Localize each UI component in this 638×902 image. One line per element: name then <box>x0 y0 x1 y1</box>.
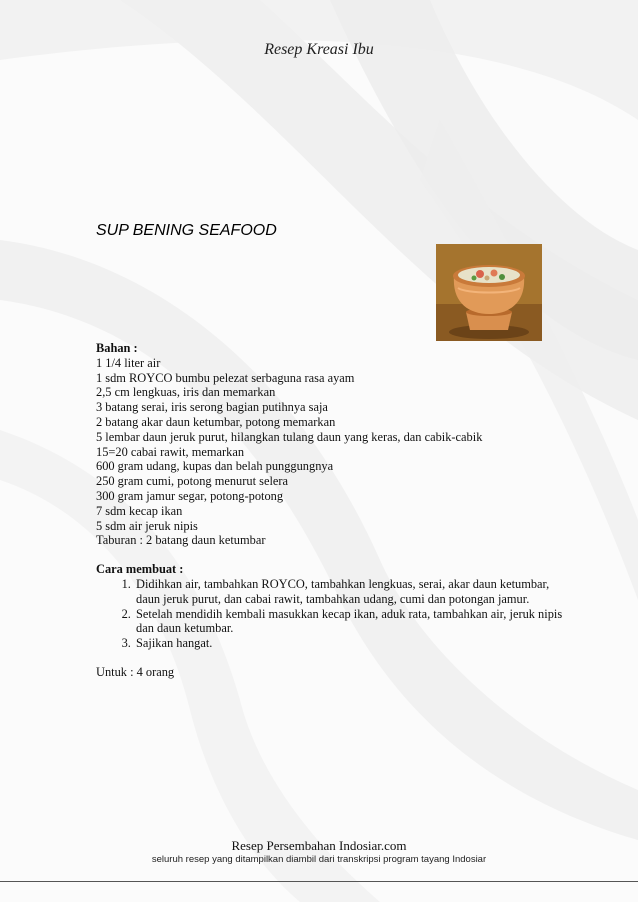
method-step: 3. Sajikan hangat. <box>134 636 566 651</box>
method-step: 2. Setelah mendidih kembali masukkan kecap ikan, aduk rata, tambahkan air, jeruk nipis dan daun ketumbar. <box>134 607 566 637</box>
method-step: 1. Didihkan air, tambahkan ROYCO, tambahkan lengkuas, serai, akar daun ketumbar, daun jeruk purut, dan cabai rawit, tambahkan udang, cumi dan potongan jamur. <box>134 577 566 607</box>
ingredient-item: 5 lembar daun jeruk purut, hilangkan tulang daun yang keras, dan cabik-cabik <box>96 429 483 444</box>
ingredient-item: 2,5 cm lengkuas, iris dan memarkan <box>96 385 276 400</box>
ingredient-item: 7 sdm kecap ikan <box>96 503 183 518</box>
document-header: Resep Kreasi Ibu <box>264 41 374 58</box>
recipe-title: SUP BENING SEAFOOD <box>96 222 277 239</box>
footer-disclaimer: seluruh resep yang ditampilkan diambil dari transkripsi program tayang Indosiar <box>151 854 487 865</box>
ingredient-item: 3 batang serai, iris serong bagian putihnya saja <box>96 400 328 415</box>
ingredient-item: 15=20 cabai rawit, memarkan <box>96 444 245 459</box>
ingredient-item: 2 batang akar daun ketumbar, potong memarkan <box>96 414 336 429</box>
ingredient-item: 5 sdm air jeruk nipis <box>96 518 198 533</box>
method-heading: Cara membuat : <box>96 562 184 577</box>
footer-source: Resep Persembahan Indosiar.com <box>231 838 407 853</box>
ingredient-item: 250 gram cumi, potong menurut selera <box>96 474 289 489</box>
ingredient-item: Taburan : 2 batang daun ketumbar <box>96 533 266 548</box>
serving-size: Untuk : 4 orang <box>96 664 175 679</box>
recipe-body <box>96 341 566 680</box>
ingredient-item: 600 gram udang, kupas dan belah punggungnya <box>96 459 334 474</box>
footer-divider <box>0 881 638 882</box>
ingredients-heading: Bahan : <box>96 341 138 355</box>
ingredient-item: 1 sdm ROYCO bumbu pelezat serbaguna rasa ayam <box>96 370 355 385</box>
ingredient-item: 1 1/4 liter air <box>96 355 161 370</box>
ingredient-item: 300 gram jamur segar, potong-potong <box>96 488 284 503</box>
soup-pot-photo <box>436 244 542 341</box>
ingredients-list <box>96 356 566 548</box>
method-steps <box>96 577 566 651</box>
